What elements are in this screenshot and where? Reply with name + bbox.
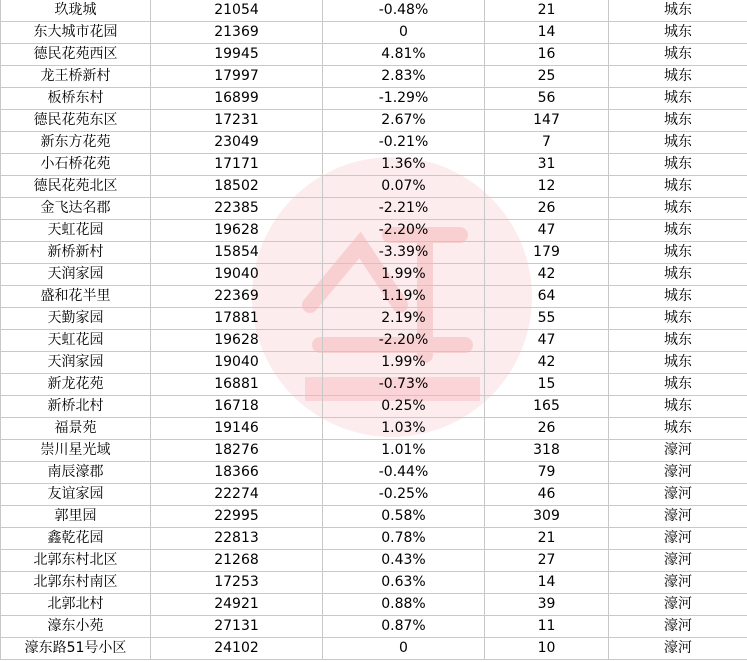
district-cell: 濠河 (609, 440, 747, 462)
price-cell: 19040 (151, 352, 323, 374)
table-row (1, 484, 747, 506)
change-cell: 0.78% (323, 528, 485, 550)
name-cell: 德民花苑东区 (1, 110, 151, 132)
price-cell: 22995 (151, 506, 323, 528)
district-cell: 城东 (609, 374, 747, 396)
name-cell: 玖珑城 (1, 0, 151, 22)
change-cell: 0 (323, 638, 485, 660)
change-cell: 2.67% (323, 110, 485, 132)
count-cell: 21 (485, 0, 609, 22)
change-cell: 1.99% (323, 352, 485, 374)
name-cell: 小石桥花苑 (1, 154, 151, 176)
count-cell: 27 (485, 550, 609, 572)
table-row (1, 506, 747, 528)
count-cell: 46 (485, 484, 609, 506)
change-cell: 2.83% (323, 66, 485, 88)
district-cell: 城东 (609, 0, 747, 22)
price-cell: 22813 (151, 528, 323, 550)
change-cell: -2.20% (323, 220, 485, 242)
count-cell: 25 (485, 66, 609, 88)
count-cell: 55 (485, 308, 609, 330)
price-cell: 24102 (151, 638, 323, 660)
count-cell: 47 (485, 330, 609, 352)
count-cell: 42 (485, 352, 609, 374)
price-cell: 16718 (151, 396, 323, 418)
name-cell: 南辰濠郡 (1, 462, 151, 484)
change-cell: 1.01% (323, 440, 485, 462)
name-cell: 德民花苑西区 (1, 44, 151, 66)
count-cell: 10 (485, 638, 609, 660)
count-cell: 147 (485, 110, 609, 132)
count-cell: 309 (485, 506, 609, 528)
count-cell: 21 (485, 528, 609, 550)
change-cell: 0.58% (323, 506, 485, 528)
table-row (1, 220, 747, 242)
table-row (1, 418, 747, 440)
count-cell: 15 (485, 374, 609, 396)
price-cell: 17253 (151, 572, 323, 594)
district-cell: 城东 (609, 44, 747, 66)
name-cell: 北郭东村北区 (1, 550, 151, 572)
price-cell: 22274 (151, 484, 323, 506)
name-cell: 新东方花苑 (1, 132, 151, 154)
table-row (1, 330, 747, 352)
district-cell: 城东 (609, 242, 747, 264)
name-cell: 天勤家园 (1, 308, 151, 330)
change-cell: -2.21% (323, 198, 485, 220)
count-cell: 16 (485, 44, 609, 66)
district-cell: 濠河 (609, 550, 747, 572)
count-cell: 42 (485, 264, 609, 286)
change-cell: 4.81% (323, 44, 485, 66)
price-cell: 17881 (151, 308, 323, 330)
table-row (1, 594, 747, 616)
name-cell: 天润家园 (1, 352, 151, 374)
change-cell: 2.19% (323, 308, 485, 330)
count-cell: 179 (485, 242, 609, 264)
change-cell: 1.36% (323, 154, 485, 176)
count-cell: 165 (485, 396, 609, 418)
count-cell: 7 (485, 132, 609, 154)
price-cell: 19945 (151, 44, 323, 66)
name-cell: 盛和花半里 (1, 286, 151, 308)
district-cell: 城东 (609, 132, 747, 154)
district-cell: 濠河 (609, 572, 747, 594)
count-cell: 11 (485, 616, 609, 638)
table-row (1, 396, 747, 418)
table-row (1, 242, 747, 264)
table-row (1, 286, 747, 308)
name-cell: 新桥北村 (1, 396, 151, 418)
name-cell: 新桥新村 (1, 242, 151, 264)
table-row (1, 0, 747, 22)
name-cell: 天虹花园 (1, 330, 151, 352)
name-cell: 东大城市花园 (1, 22, 151, 44)
table-row (1, 550, 747, 572)
count-cell: 39 (485, 594, 609, 616)
count-cell: 14 (485, 22, 609, 44)
name-cell: 板桥东村 (1, 88, 151, 110)
count-cell: 12 (485, 176, 609, 198)
count-cell: 26 (485, 418, 609, 440)
name-cell: 友谊家园 (1, 484, 151, 506)
price-cell: 19040 (151, 264, 323, 286)
district-cell: 城东 (609, 154, 747, 176)
district-cell: 城东 (609, 88, 747, 110)
price-cell: 19146 (151, 418, 323, 440)
name-cell: 金飞达名郡 (1, 198, 151, 220)
district-cell: 城东 (609, 418, 747, 440)
district-cell: 城东 (609, 176, 747, 198)
name-cell: 濠东小苑 (1, 616, 151, 638)
change-cell: 0.87% (323, 616, 485, 638)
price-cell: 17171 (151, 154, 323, 176)
district-cell: 城东 (609, 396, 747, 418)
count-cell: 64 (485, 286, 609, 308)
table-row (1, 44, 747, 66)
district-cell: 城东 (609, 220, 747, 242)
change-cell: -0.21% (323, 132, 485, 154)
name-cell: 龙王桥新村 (1, 66, 151, 88)
name-cell: 新龙花苑 (1, 374, 151, 396)
table-row (1, 308, 747, 330)
district-cell: 城东 (609, 330, 747, 352)
table-row (1, 22, 747, 44)
price-cell: 21268 (151, 550, 323, 572)
name-cell: 北郭东村南区 (1, 572, 151, 594)
change-cell: -2.20% (323, 330, 485, 352)
table-row (1, 264, 747, 286)
table-row (1, 66, 747, 88)
district-cell: 城东 (609, 264, 747, 286)
table-row (1, 88, 747, 110)
name-cell: 濠东路51号小区 (1, 638, 151, 660)
price-cell: 18366 (151, 462, 323, 484)
name-cell: 鑫乾花园 (1, 528, 151, 550)
district-cell: 濠河 (609, 506, 747, 528)
change-cell: 1.99% (323, 264, 485, 286)
name-cell: 北郭北村 (1, 594, 151, 616)
table-row (1, 638, 747, 660)
price-cell: 17997 (151, 66, 323, 88)
price-cell: 18502 (151, 176, 323, 198)
name-cell: 郭里园 (1, 506, 151, 528)
count-cell: 26 (485, 198, 609, 220)
change-cell: -1.29% (323, 88, 485, 110)
table-row (1, 374, 747, 396)
district-cell: 城东 (609, 286, 747, 308)
change-cell: -0.44% (323, 462, 485, 484)
district-cell: 城东 (609, 308, 747, 330)
table-row (1, 462, 747, 484)
change-cell: -0.25% (323, 484, 485, 506)
district-cell: 濠河 (609, 638, 747, 660)
name-cell: 崇川星光域 (1, 440, 151, 462)
count-cell: 79 (485, 462, 609, 484)
change-cell: 1.19% (323, 286, 485, 308)
price-cell: 27131 (151, 616, 323, 638)
district-cell: 濠河 (609, 484, 747, 506)
table-row (1, 440, 747, 462)
district-cell: 濠河 (609, 616, 747, 638)
name-cell: 天润家园 (1, 264, 151, 286)
district-cell: 城东 (609, 66, 747, 88)
change-cell: 0 (323, 22, 485, 44)
district-cell: 濠河 (609, 594, 747, 616)
name-cell: 德民花苑北区 (1, 176, 151, 198)
price-cell: 19628 (151, 220, 323, 242)
price-cell: 17231 (151, 110, 323, 132)
district-cell: 濠河 (609, 528, 747, 550)
price-cell: 22369 (151, 286, 323, 308)
table-row (1, 176, 747, 198)
count-cell: 56 (485, 88, 609, 110)
count-cell: 14 (485, 572, 609, 594)
change-cell: -0.73% (323, 374, 485, 396)
table-body (1, 0, 747, 660)
price-cell: 21054 (151, 0, 323, 22)
table-row (1, 198, 747, 220)
change-cell: 1.03% (323, 418, 485, 440)
district-cell: 城东 (609, 22, 747, 44)
price-cell: 16881 (151, 374, 323, 396)
count-cell: 318 (485, 440, 609, 462)
table-row (1, 352, 747, 374)
change-cell: 0.43% (323, 550, 485, 572)
table-row (1, 528, 747, 550)
count-cell: 31 (485, 154, 609, 176)
table-row (1, 132, 747, 154)
district-cell: 城东 (609, 110, 747, 132)
change-cell: 0.25% (323, 396, 485, 418)
table-row (1, 154, 747, 176)
price-cell: 15854 (151, 242, 323, 264)
district-cell: 城东 (609, 198, 747, 220)
name-cell: 天虹花园 (1, 220, 151, 242)
change-cell: 0.07% (323, 176, 485, 198)
change-cell: 0.88% (323, 594, 485, 616)
change-cell: -3.39% (323, 242, 485, 264)
change-cell: -0.48% (323, 0, 485, 22)
district-cell: 城东 (609, 352, 747, 374)
table-row (1, 110, 747, 132)
price-cell: 16899 (151, 88, 323, 110)
change-cell: 0.63% (323, 572, 485, 594)
count-cell: 47 (485, 220, 609, 242)
table-row (1, 616, 747, 638)
district-cell: 濠河 (609, 462, 747, 484)
price-cell: 21369 (151, 22, 323, 44)
price-cell: 19628 (151, 330, 323, 352)
price-cell: 18276 (151, 440, 323, 462)
table-row (1, 572, 747, 594)
name-cell: 福景苑 (1, 418, 151, 440)
price-cell: 23049 (151, 132, 323, 154)
price-cell: 22385 (151, 198, 323, 220)
price-cell: 24921 (151, 594, 323, 616)
